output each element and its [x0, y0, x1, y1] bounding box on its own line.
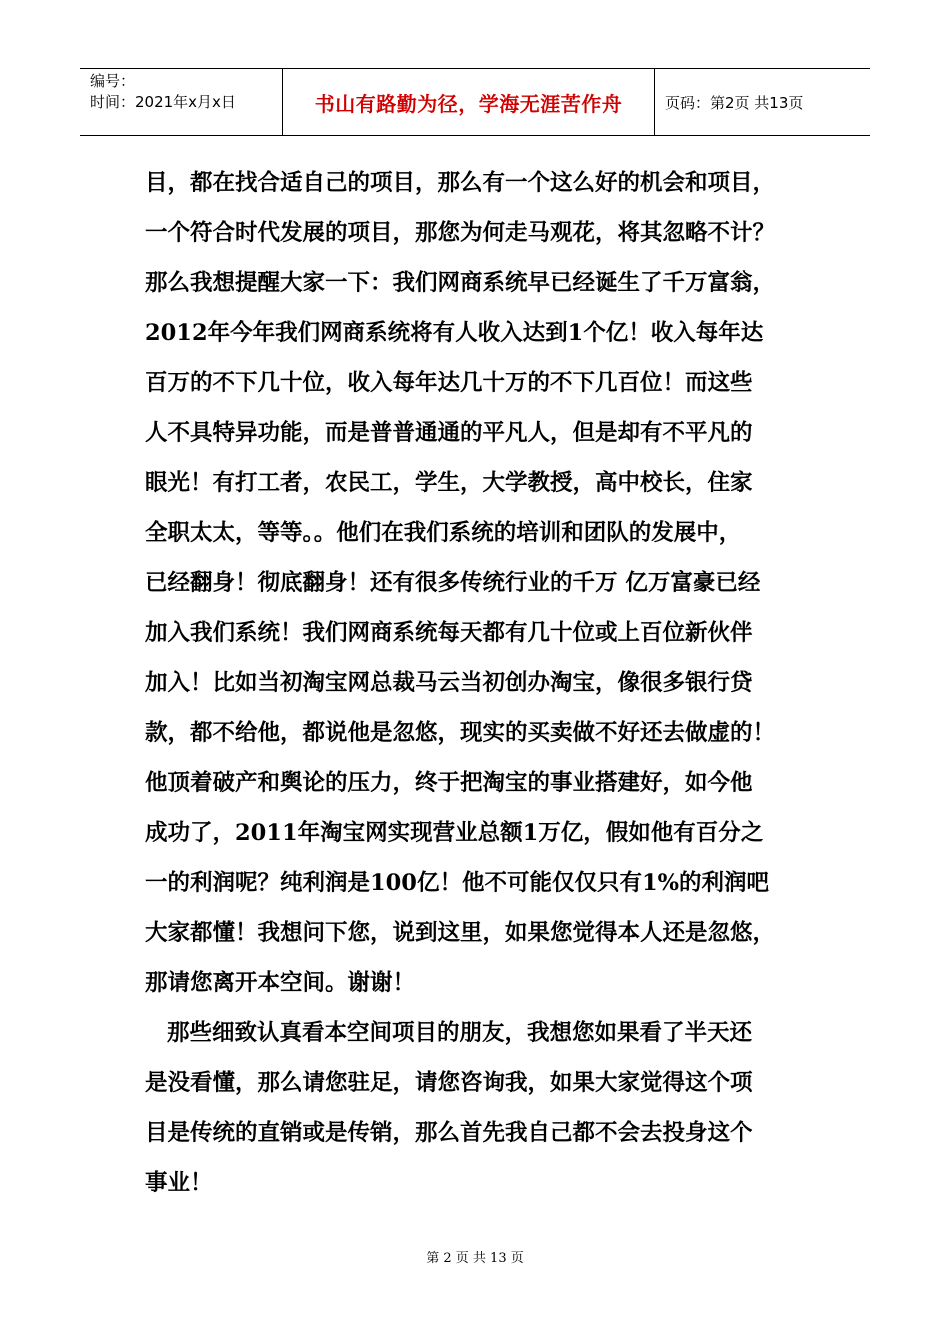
- text-line: 目，都在找合适自己的项目，那么有一个这么好的机会和项目，: [145, 170, 776, 196]
- paragraph: [145, 158, 817, 1008]
- header-page-info: 页码：第2页 共13页: [665, 93, 804, 112]
- paragraph: [145, 1008, 817, 1208]
- text-line: 2012年今年我们网商系统将有人收入达到1个亿！收入每年达: [145, 320, 764, 346]
- text-line: 已经翻身！彻底翻身！还有很多传统行业的千万 亿万富豪已经: [145, 570, 761, 596]
- text-line: 款，都不给他，都说他是忽悠，现实的买卖做不好还去做虚的！: [145, 720, 776, 746]
- text-line: 目是传统的直销或是传销，那么首先我自己都不会去投身这个: [145, 1120, 753, 1146]
- text-line: 全职太太，等等。。他们在我们系统的培训和团队的发展中，: [145, 520, 742, 546]
- text-line: 一个符合时代发展的项目，那您为何走马观花，将其忽略不计？: [145, 220, 776, 246]
- page-footer: 第 2 页 共 13 页: [426, 1251, 524, 1266]
- text-line: 大家都懂！我想问下您，说到这里，如果您觉得本人还是忽悠，: [145, 920, 776, 946]
- text-line: 那么我想提醒大家一下：我们网商系统早已经诞生了千万富翁，: [145, 270, 776, 296]
- document-body: [145, 158, 817, 1208]
- text-line: 那些细致认真看本空间项目的朋友，我想您如果看了半天还: [167, 1020, 753, 1046]
- header-meta: [80, 69, 282, 135]
- text-line: 那请您离开本空间。谢谢！: [145, 970, 416, 996]
- text-line: 是没看懂，那么请您驻足，请您咨询我，如果大家觉得这个项: [145, 1070, 753, 1096]
- text-line: 百万的不下几十位，收入每年达几十万的不下几百位！而这些: [145, 370, 753, 396]
- header-motto: 书山有路勤为径，学海无涯苦作舟: [282, 69, 655, 135]
- text-line: 他顶着破产和舆论的压力，终于把淘宝的事业搭建好，如今他: [145, 770, 753, 796]
- text-line: 一的利润呢？纯利润是100亿！他不可能仅仅只有1%的利润吧: [145, 870, 770, 896]
- document-header: [80, 68, 870, 136]
- text-line: 人不具特异功能，而是普普通通的平凡人，但是却有不平凡的: [145, 420, 753, 446]
- document-number-label: 编号：: [90, 72, 136, 90]
- document-time-label: 时间：2021年x月x日: [90, 93, 236, 111]
- text-line: 成功了，2011年淘宝网实现营业总额1万亿，假如他有百分之: [145, 820, 764, 846]
- text-line: 加入我们系统！我们网商系统每天都有几十位或上百位新伙伴: [145, 620, 753, 646]
- text-line: 事业！: [145, 1170, 213, 1196]
- text-line: 加入！比如当初淘宝网总裁马云当初创办淘宝，像很多银行贷: [145, 670, 753, 696]
- text-line: 眼光！有打工者，农民工，学生，大学教授，高中校长，住家: [145, 470, 753, 496]
